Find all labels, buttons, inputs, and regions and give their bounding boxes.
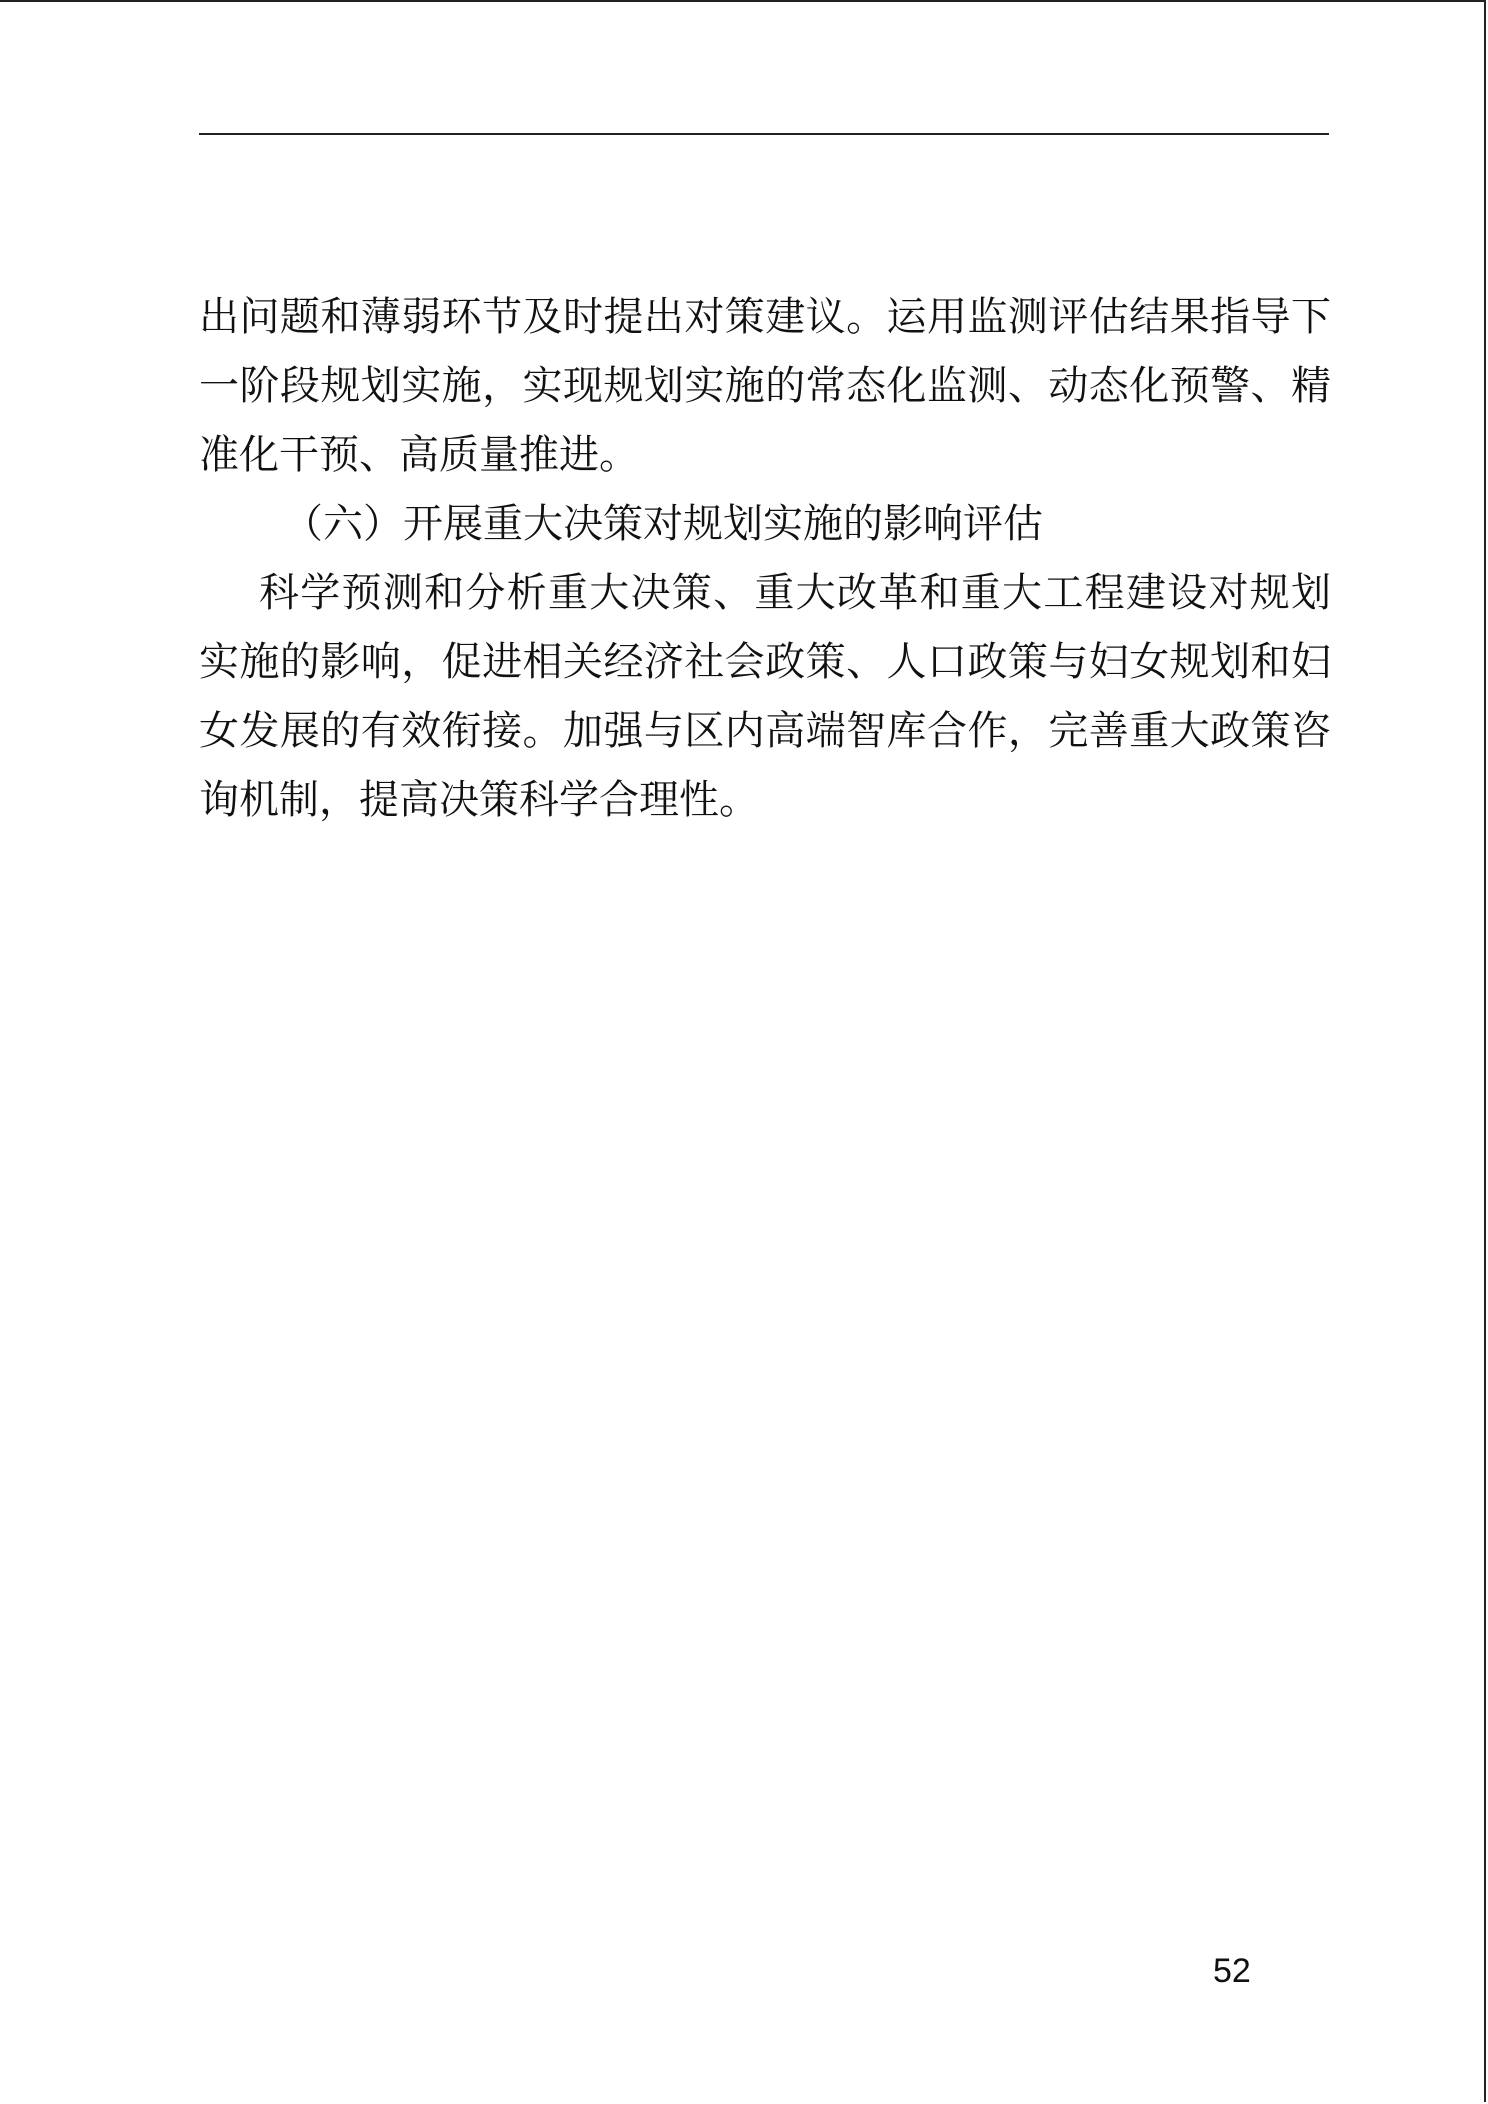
header-rule — [199, 133, 1329, 135]
page-number: 52 — [1213, 1952, 1251, 1990]
document-body — [199, 283, 1331, 835]
paragraph-section-body: 科学预测和分析重大决策、重大改革和重大工程建设对规划实施的影响，促进相关经济社会政策、人口政策与妇女规划和妇女发展的有效衔接。加强与区内高端智库合作，完善重大政策咨询机制，提高决策科学合理性。 — [199, 570, 1331, 823]
paragraph-continuation: 出问题和薄弱环节及时提出对策建议。运用监测评估结果指导下一阶段规划实施，实现规划实施的常态化监测、动态化预警、精准化干预、高质量推进。 — [199, 294, 1331, 478]
section-heading: （六）开展重大决策对规划实施的影响评估 — [283, 501, 1043, 547]
